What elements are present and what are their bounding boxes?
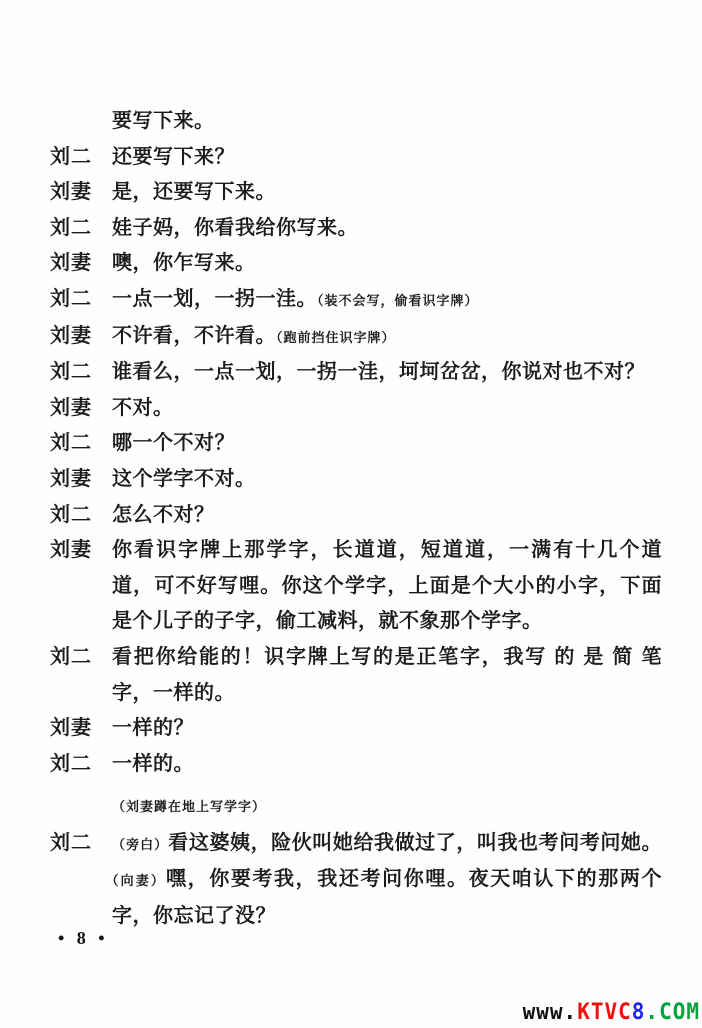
dialogue-text: [112, 462, 662, 498]
dialogue-text-span: 娃子妈，你看我给你写来。: [112, 216, 358, 239]
speaker-label: 刘妻: [50, 717, 92, 740]
stage-direction: （装不会写，偷看识字牌）: [317, 292, 479, 308]
dialogue-text: [112, 533, 662, 640]
dialogue-text: [112, 391, 662, 427]
speaker-label: 刘二: [50, 287, 92, 310]
dialogue-text: [112, 640, 662, 711]
script-line: [50, 533, 662, 640]
dialogue-text: [112, 711, 662, 747]
dialogue-text-span: 怎么不对？: [112, 503, 215, 526]
watermark-com: .COM: [645, 999, 700, 1025]
dialogue-text: [112, 175, 662, 211]
dialogue-text: [112, 140, 662, 176]
script-line: [50, 246, 662, 282]
script-line: [50, 426, 662, 462]
script-line: [50, 104, 662, 140]
dialogue-text: [112, 211, 662, 247]
dialogue-text: [112, 355, 662, 391]
script-line: [50, 498, 662, 534]
script-line: [50, 826, 662, 935]
script-line: [50, 640, 662, 711]
page-number: • 8 •: [58, 928, 109, 948]
speaker-label: 刘妻: [50, 324, 92, 347]
script-line: [50, 175, 662, 211]
speaker-label: 刘二: [50, 831, 92, 854]
speaker-label: 刘二: [50, 361, 92, 384]
script-line: [50, 355, 662, 391]
dialogue-text-span: 要写下来。: [112, 110, 215, 132]
dialogue-text-span: 一点一划，一拐一洼。: [112, 287, 317, 310]
dialogue-text: [112, 282, 662, 319]
speaker-label: 刘妻: [50, 539, 92, 562]
stage-direction-line: [50, 788, 662, 825]
dialogue-text-span: 这个学字不对。: [112, 467, 256, 490]
speaker-label: 刘二: [50, 145, 92, 168]
speaker-label: 刘二: [50, 645, 92, 668]
script-body: [50, 104, 662, 935]
dialogue-text-span: 一样的。: [112, 752, 194, 775]
dialogue-text-span: 还要写下来？: [112, 145, 235, 168]
dialogue-text: [112, 426, 662, 462]
dialogue-text: [112, 826, 662, 935]
script-line: [50, 282, 662, 319]
watermark-www: www.: [522, 999, 578, 1025]
script-line: [50, 462, 662, 498]
dialogue-text-span: 噢，你乍写来。: [112, 252, 256, 275]
dialogue-text-span: 谁看么，一点一划，一拐一洼，坷坷岔岔，你说对也不对？: [112, 361, 645, 384]
dialogue-text: [112, 747, 662, 783]
dialogue-text-span: 看把你给能的！识字牌上写的是正笔字，我写 的 是 简 笔字，一样的。: [112, 645, 662, 704]
dialogue-text-span: 不许看，不许看。: [112, 324, 276, 347]
dialogue-text: [112, 246, 662, 282]
script-line: [50, 711, 662, 747]
aside-tag: （旁白）: [112, 836, 169, 852]
speaker-label: 刘妻: [50, 252, 92, 275]
to-wife-text: 嘿，你要考我，我还考问你哩。夜天咱认下的那两个字，你忘记了没？: [112, 868, 662, 928]
speaker-label: 刘妻: [50, 467, 92, 490]
aside-text: 看这婆姨，险伙叫她给我做过了，叫我也考问考问她。: [168, 831, 662, 854]
speaker-label: 刘妻: [50, 396, 92, 419]
dialogue-text-span: 一样的？: [112, 717, 194, 740]
dialogue-text: [112, 104, 662, 140]
watermark-ktvc: KTVC: [577, 999, 632, 1025]
speaker-label: 刘二: [50, 752, 92, 775]
script-line: [50, 747, 662, 783]
dialogue-text-span: 你看识字牌上那学字，长道道，短道道，一满有十几个道道，可不好写哩。你这个学字，上面是个大小的小字，下面是个儿子的子字，偷工减料，就不象那个学字。: [112, 539, 662, 633]
dialogue-text-span: 不对。: [112, 396, 174, 419]
stage-direction: （跑前挡住识字牌）: [276, 329, 396, 345]
to-wife-tag: （向妻）: [112, 873, 166, 889]
dialogue-text: [112, 788, 662, 825]
watermark-eight: 8: [631, 999, 646, 1025]
dialogue-text: [112, 498, 662, 534]
speaker-label: 刘二: [50, 216, 92, 239]
stage-direction: （刘妻蹲在地上写学字）: [112, 799, 267, 815]
script-line: [50, 391, 662, 427]
speaker-label: 刘二: [50, 503, 92, 526]
script-line: [50, 140, 662, 176]
watermark: [523, 999, 700, 1024]
speaker-label: 刘二: [50, 432, 92, 455]
speaker-label: 刘妻: [50, 181, 92, 204]
script-line: [50, 319, 662, 356]
script-line: [50, 211, 662, 247]
dialogue-text: [112, 319, 662, 356]
dialogue-text-span: 是，还要写下来。: [112, 181, 276, 204]
dialogue-text-span: 哪一个不对？: [112, 432, 235, 455]
